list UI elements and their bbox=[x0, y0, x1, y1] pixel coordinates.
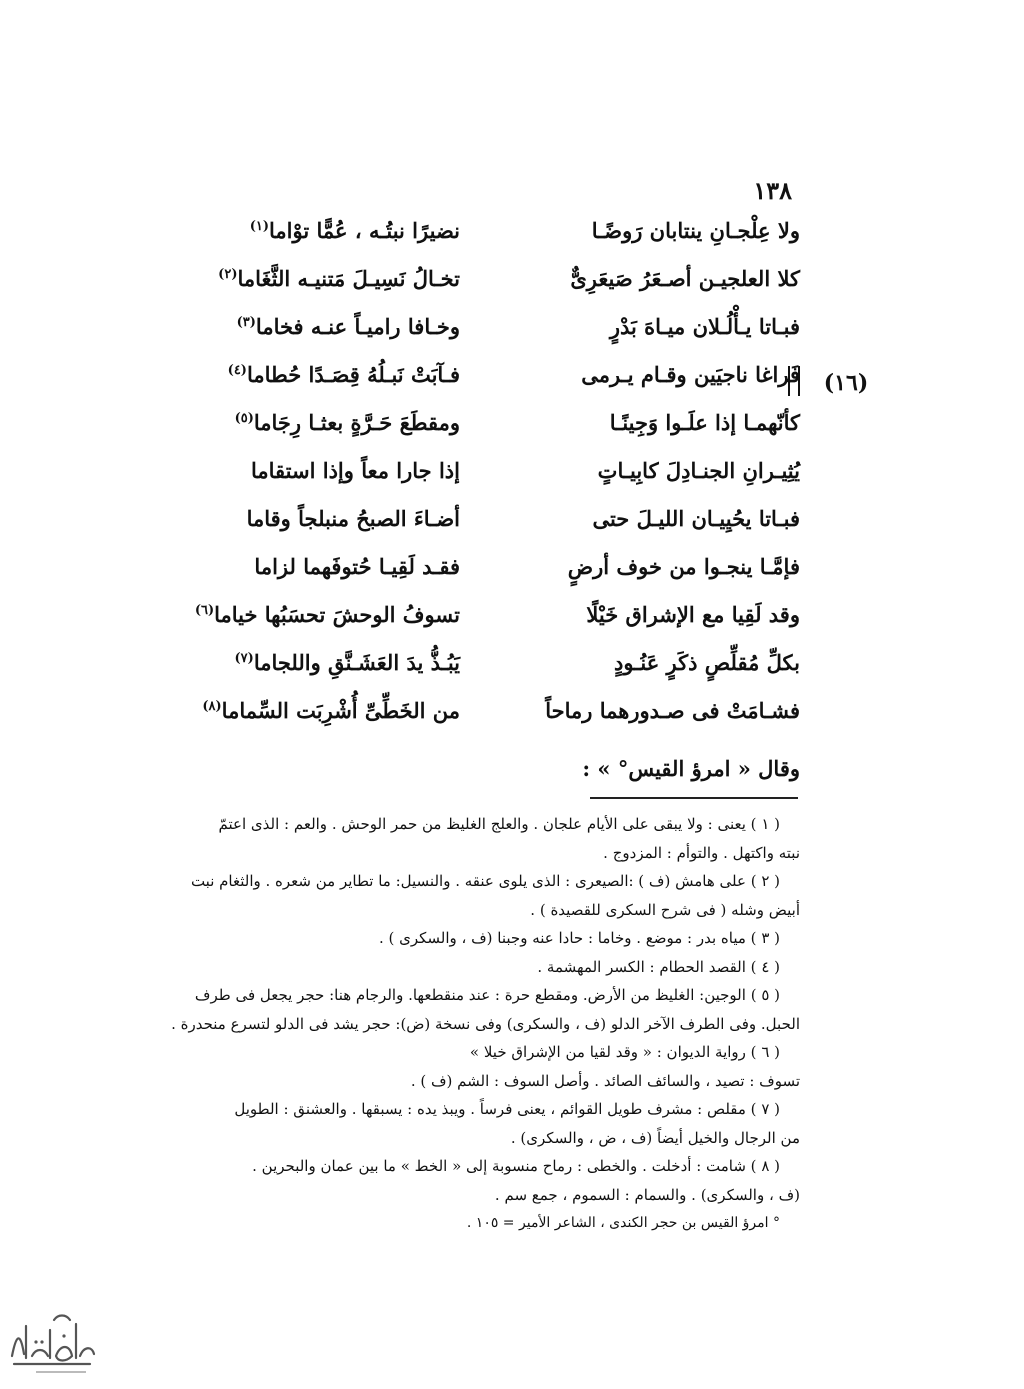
verse-second-hemistich bbox=[160, 602, 460, 627]
footnote-divider bbox=[590, 797, 798, 799]
footnote-marker: (٢) bbox=[218, 267, 238, 282]
verse-second-hemistich bbox=[160, 218, 460, 243]
verse-first-hemistich: وقد لَقِيا مع الإشراق خَيْلًا bbox=[586, 602, 800, 627]
author-note-line: ° امرؤ القيس بن حجر الكندى ، الشاعر الأمير = ١٠٥ . bbox=[466, 1215, 780, 1231]
verse-second-hemistich bbox=[160, 458, 460, 483]
footnote-line: أبيض وشله ( فى شرح السكرى للقصيدة ) . bbox=[530, 900, 800, 919]
footnote-line: تسوف : تصيد ، والسائف الصائد . وأصل السوف : الشم (ف ) . bbox=[410, 1071, 800, 1090]
footnote-line: (ف ، والسكرى) . والسمام : السموم ، جمع سم . bbox=[494, 1185, 800, 1204]
footnotes bbox=[170, 810, 800, 1238]
verse-first-hemistich: فبـاتا يحُيِيـان الليـلَ حتى bbox=[592, 506, 800, 531]
verse-second-text: تخـالُ نَسِيـلَ مَتنيـه الثَّغَاما bbox=[237, 266, 460, 291]
verse-second-text: أضـاءَ الصبحُ منبلجاً وقاما bbox=[246, 506, 460, 531]
footnote-marker: (٧) bbox=[234, 651, 254, 666]
verse-first-hemistich: بكلِّ مُقلِّصٍ ذكَرٍ عَنُـودٍ bbox=[614, 650, 800, 675]
verse-second-text: نضيرًا نبتُـه ، عُمًّا توْاما bbox=[268, 218, 460, 243]
verse-line bbox=[160, 602, 800, 650]
verse-second-hemistich bbox=[160, 266, 460, 291]
footnote-line: ( ١ ) يعنى : ولا يبقى على الأيام علجان . والعلج الغليظ من حمر الوحش . والعم : الذى اعتمّ bbox=[218, 815, 780, 833]
verse-line bbox=[160, 218, 800, 266]
verse-line bbox=[160, 266, 800, 314]
verse-line bbox=[160, 314, 800, 362]
verse-first-hemistich: ولا عِلْجـانِ ينتابان رَوضًـا bbox=[591, 218, 800, 243]
verse-second-text: من الخَطِّىِّ أُشْرِبَت السِّماما bbox=[221, 698, 460, 723]
footnote-line: ( ٥ ) الوجين: الغليظ من الأرض. ومقطع حرة : عند منقطعها. والرجام هنا: حجر يجعل فى طرف bbox=[194, 986, 780, 1004]
verse-line bbox=[160, 554, 800, 602]
verse-second-text: يَبُـذُّ يدَ العَشَـنَّقِ واللجاما bbox=[253, 650, 460, 675]
next-poem-intro: وقال « امرؤ القيس° » : bbox=[582, 756, 800, 781]
verse-first-hemistich: فإمَّـا ينجـوا من خوف أرضٍ bbox=[567, 554, 800, 579]
footnote-marker: (٤) bbox=[227, 363, 247, 378]
verse-first-hemistich: فشـامَتْ فى صـدورهما رماحاً bbox=[545, 698, 800, 723]
verse-second-text: وخـافا راميـاً عنـه فخاما bbox=[255, 314, 460, 339]
verse-second-hemistich bbox=[160, 698, 460, 723]
verse-second-text: ومقطَعَ حَـرَّةٍ بعثـا رِجَاما bbox=[253, 410, 460, 435]
verse-line bbox=[160, 458, 800, 506]
verse-second-text: تسوفُ الوحشَ تحسَبُها خياما bbox=[214, 602, 460, 627]
footnote-line: ( ٨ ) شامت : أدخلت . والخطى : رماح منسوبة إلى « الخط » ما بين عمان والبحرين . bbox=[252, 1157, 780, 1175]
verse-second-hemistich bbox=[160, 314, 460, 339]
watermark-calligraphy-icon bbox=[12, 1316, 94, 1365]
verse-second-hemistich bbox=[160, 362, 460, 387]
verse-first-hemistich: يُثِيـرانِ الجنـادِلَ كابِيـاتٍ bbox=[597, 458, 800, 483]
footnote-line: ( ٦ ) رواية الديوان : « وقد لقيا من الإشراق خيلا » bbox=[469, 1043, 780, 1061]
poem-verses bbox=[160, 218, 800, 746]
verse-second-text: إذا جارا معاً وإذا استقاما bbox=[251, 458, 460, 483]
footnote-line: من الرجال والخيل أيضاً (ف ، ض ، والسكرى) . bbox=[510, 1128, 800, 1147]
footnote-line: ( ٤ ) القصد الحطام : الكسر المهشمة . bbox=[537, 957, 780, 976]
footnote-marker: (٥) bbox=[234, 411, 254, 426]
verse-second-hemistich bbox=[160, 554, 460, 579]
footnote-line: ( ٢ ) على هامش (ف ) :الصيعرى : الذى يلوى عنقه . والنسيل: ما تطاير من شعره . والثغام نبت bbox=[190, 872, 780, 890]
footnote-line: نبته واكتهل . والتوأم : المزدوج . bbox=[603, 843, 800, 862]
verse-line bbox=[160, 650, 800, 698]
verse-first-hemistich: فبـاتا يـأْلُـلان ميـاهَ بَدْرٍ bbox=[609, 314, 800, 339]
footnote-marker: (١) bbox=[249, 219, 269, 234]
verse-second-hemistich bbox=[160, 650, 460, 675]
verse-line bbox=[160, 362, 800, 410]
footnote-marker: (٦) bbox=[194, 603, 215, 618]
verse-second-hemistich bbox=[160, 410, 460, 435]
verse-first-hemistich: كأنّهمـا إذا علَـوا وَجِينًـا bbox=[609, 410, 800, 435]
verse-second-hemistich bbox=[160, 506, 460, 531]
verse-line bbox=[160, 410, 800, 458]
verse-line bbox=[160, 506, 800, 554]
verse-line bbox=[160, 698, 800, 746]
footnote-marker: (٣) bbox=[236, 315, 256, 330]
verse-second-text: فقـد لَقِيـا حُتوفَهما لزاما bbox=[254, 554, 460, 579]
verse-second-text: فـآبَتْ نَبـلُهُ قِصَـدًا حُطاما bbox=[246, 362, 460, 387]
verse-first-hemistich: فَراغا ناجيَين وقـام يـرمى bbox=[581, 362, 800, 387]
verse-first-hemistich: كلا العلجيـن أصـعَرُ صَيعَرِىٌّ bbox=[570, 266, 800, 291]
footnote-line: ( ٧ ) مقلص : مشرف طويل القوائم ، يعنى فرساً . ويبذ يده : يسبقها . والعشنق : الطويل bbox=[234, 1100, 780, 1118]
poem-number: (١٦) bbox=[823, 370, 869, 396]
footnote-marker: (٨) bbox=[202, 699, 222, 714]
page-number: ١٣٨ bbox=[753, 176, 792, 205]
watermark-logo bbox=[6, 1296, 98, 1382]
footnote-line: الحبل. وفى الطرف الآخر الدلو (ف ، والسكرى) وفى نسخة (ض): حجر يشد فى الدلو لتسرع منحدرة . bbox=[171, 1014, 800, 1033]
footnote-line: ( ٣ ) مياه بدر : موضع . وخاما : حادا عنه وجبنا (ف ، والسكرى ) . bbox=[378, 929, 780, 947]
